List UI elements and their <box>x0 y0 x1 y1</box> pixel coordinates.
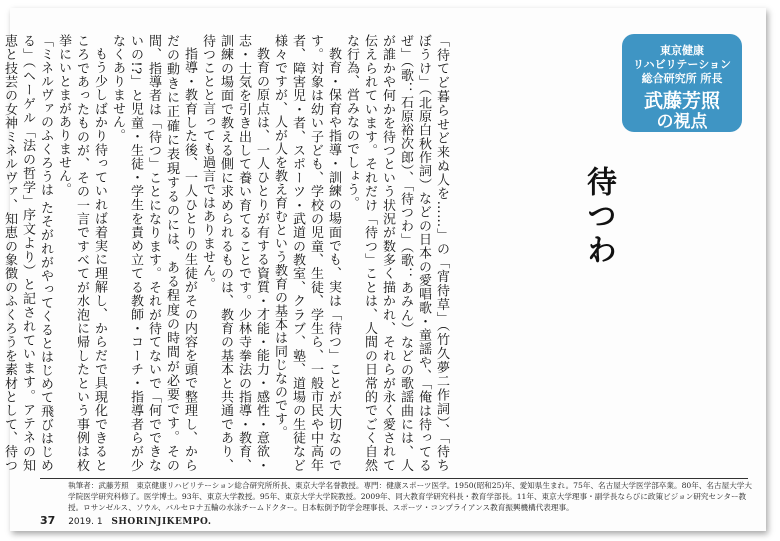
profile-divider <box>40 478 748 479</box>
author-affiliation: 東京健康 リハビリテーション 総合研究所 所長 <box>632 44 731 85</box>
article-body <box>2 34 450 473</box>
article-paragraph: 教育・保育や指導・訓練の場面でも、実は「待つ」ことが大切なのです。対象は幼い子ども、学校の児童、生徒、学生ら、一般市民や中高年者、障害児・者、スポーツ・武道の教室、クラブ、塾、道場の生徒など様々ですが、人が人を教え育むという教育の基本は同じなのです。 <box>272 34 341 473</box>
article-title: 待つわ <box>581 166 616 268</box>
article-paragraph: もう少しばかり待っていれば着実に理解し、からだで具現化できるところであったものが、その一言ですべてが水泡に帰したという事例は枚挙にいとまがありません。 <box>56 34 107 472</box>
bleed-through-lettering <box>462 270 618 350</box>
article-paragraph: 教育の原点は、一人ひとりが有する資質・才能・能力・感性・意欲・志・士気を引き出して養い育てることです。少林寺拳法の指導・教育、訓練の場面で教える側に求められるものは、教育の基本と共通であり、待つことと言っても過言ではありません。 <box>200 34 269 472</box>
article-paragraph: 「待てど暮らせど来ぬ人を……」の「宵待草」（竹久夢二作詞）、「待ちぼうけ」（北原白秋作詞）などの日本の愛唱歌・童謡や、「俺は待ってるぜ」（歌：石原裕次郎）、「待つわ」（歌：あみん）などの歌謡曲には、人が誰かや何かを待つという状況が数多く描かれ、それらが永く愛されて伝えられています。それだけ「待つ」ことは、人間の日常的でごく自然な行為、営みなのでしょう。 <box>344 34 449 473</box>
page-footer <box>40 514 212 527</box>
author-name: 武藤芳照 <box>643 90 720 112</box>
author-profile: 執筆者：武藤芳照 東京健康リハビリテーション総合研究所所長、東京大学名誉教授。専門：健康スポーツ医学。1950(昭和25)年、愛知県生まれ。75年、名古屋大学医学部卒業。80年、名古屋大学大学院医学研究科修了。医学博士。93年、東京大学教授。95年、東京大学大学院教授。2009年、同大教育学研究科長・教育学部長。11年、東京大学理事・副学長ならびに政策ビジョン研究センター教授。ロサンゼルス、ソウル、バルセロナ五輪の水泳チームドクター。日本転倒予防学会理事長、スポーツ・コンプライアンス教育振興機構代表理事。 <box>68 481 752 512</box>
article-paragraph: 「ミネルヴァのふくろうは たそがれがやってくるとはじめて飛びはじめる」（ヘーゲル「法の哲学」序文より）と記されています。アテネの知恵と技芸の女神ミネルヴァ、知恵の象徴のふくろうを素材として、待つ <box>2 34 53 472</box>
article-paragraph: 指導・教育した後、一人ひとりの生徒がその内容を頭で整理し、からだの動きに正確に表現するのには、ある程度の時間が必要です。その間、指導者は「待つ」ことになります。それが待てないで「何でできないの!?」と児童・生徒・学生を責め立てる教師・コーチ・指導者らが少なくありません。 <box>110 34 197 472</box>
page-sheet <box>2 8 766 531</box>
column-series-name: の視点 <box>656 112 708 132</box>
column-header-badge <box>622 34 742 132</box>
page-number: 37 <box>40 514 56 527</box>
issue-date: 2019. 1 <box>68 517 103 527</box>
magazine-name: SHORINJIKEMPO. <box>111 517 212 527</box>
